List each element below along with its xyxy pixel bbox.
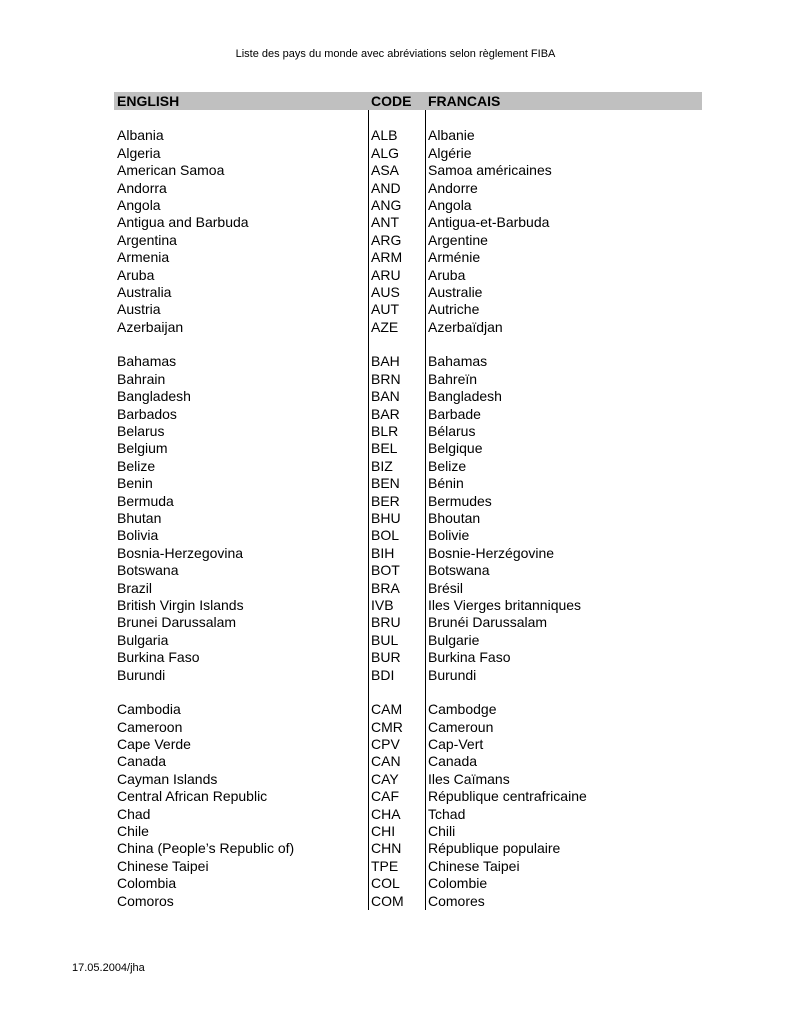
table-row — [114, 527, 702, 544]
country-code: IVB — [371, 596, 394, 613]
table-row — [114, 893, 702, 910]
table-row — [114, 806, 702, 823]
country-name-french: République centrafricaine — [428, 788, 587, 805]
country-code: ARM — [371, 249, 403, 266]
group-spacer — [114, 684, 702, 701]
country-name-french: Botswana — [428, 562, 490, 579]
table-row — [114, 388, 702, 405]
table-row — [114, 788, 702, 805]
table-row — [114, 649, 702, 666]
country-name-english: Central African Republic — [117, 788, 268, 805]
table-row — [114, 145, 702, 162]
country-code: CPV — [371, 736, 400, 753]
country-name-english: Comoros — [117, 892, 174, 909]
country-code: BAH — [371, 353, 400, 370]
country-name-french: Barbade — [428, 405, 481, 422]
country-code: ALG — [371, 144, 400, 161]
country-name-french: Brunéi Darussalam — [428, 614, 548, 631]
country-code: BAN — [371, 388, 400, 405]
country-code: BLR — [371, 423, 399, 440]
table-row — [114, 423, 702, 440]
country-name-english: Bangladesh — [117, 388, 191, 405]
country-name-french: Australie — [428, 283, 483, 300]
table-row — [114, 840, 702, 857]
country-code: BRU — [371, 614, 401, 631]
country-table — [114, 92, 702, 910]
table-row — [114, 267, 702, 284]
country-name-french: Chinese Taipei — [428, 857, 520, 874]
column-header-english: ENGLISH — [117, 93, 180, 109]
country-name-french: Samoa américaines — [428, 162, 552, 179]
country-code: AUS — [371, 283, 400, 300]
country-name-french: Iles Vierges britanniques — [428, 596, 582, 613]
country-name-english: Barbados — [117, 405, 177, 422]
table-row — [114, 440, 702, 457]
country-name-french: Tchad — [428, 805, 466, 822]
table-row — [114, 597, 702, 614]
country-code: BAR — [371, 405, 400, 422]
table-row — [114, 127, 702, 144]
table-row — [114, 458, 702, 475]
country-code: AUT — [371, 301, 399, 318]
country-name-english: Chinese Taipei — [117, 857, 209, 874]
country-name-french: Brésil — [428, 579, 464, 596]
country-name-english: Andorra — [117, 179, 167, 196]
country-name-english: Argentina — [117, 231, 177, 248]
country-name-french: Algérie — [428, 144, 472, 161]
country-name-french: Bélarus — [428, 423, 476, 440]
country-name-english: Burundi — [117, 666, 166, 683]
country-name-french: Burkina Faso — [428, 649, 511, 666]
table-row — [114, 493, 702, 510]
country-name-french: Cambodge — [428, 701, 497, 718]
country-name-french: Arménie — [428, 249, 481, 266]
country-code: CMR — [371, 718, 403, 735]
country-name-english: Chad — [117, 805, 151, 822]
table-row — [114, 162, 702, 179]
column-header-code: CODE — [371, 93, 412, 109]
country-name-french: Albanie — [428, 127, 475, 144]
table-row — [114, 753, 702, 770]
country-name-english: Canada — [117, 753, 167, 770]
country-name-english: Belgium — [117, 440, 168, 457]
table-row — [114, 371, 702, 388]
country-name-french: Andorre — [428, 179, 478, 196]
table-row — [114, 667, 702, 684]
country-code: ALB — [371, 127, 398, 144]
country-code: ARG — [371, 231, 402, 248]
country-name-english: Cameroon — [117, 718, 183, 735]
country-code: ANT — [371, 214, 399, 231]
country-name-english: Azerbaijan — [117, 318, 184, 335]
country-name-french: Bénin — [428, 475, 464, 492]
country-name-french: Angola — [428, 196, 472, 213]
country-name-french: Antigua-et-Barbuda — [428, 214, 550, 231]
country-name-english: Australia — [117, 283, 172, 300]
country-name-english: British Virgin Islands — [117, 596, 244, 613]
country-name-french: Cameroun — [428, 718, 494, 735]
country-name-french: Belgique — [428, 440, 483, 457]
table-row — [114, 771, 702, 788]
country-code: BUL — [371, 631, 399, 648]
country-code: CHN — [371, 840, 402, 857]
country-name-english: Bulgaria — [117, 631, 169, 648]
country-name-english: Antigua and Barbuda — [117, 214, 249, 231]
country-name-french: Aruba — [428, 266, 466, 283]
country-name-english: Belarus — [117, 423, 165, 440]
table-row — [114, 232, 702, 249]
country-name-english: Austria — [117, 301, 161, 318]
country-code: CAN — [371, 753, 401, 770]
country-name-english: Bahrain — [117, 370, 166, 387]
country-name-english: Botswana — [117, 562, 179, 579]
country-name-english: Albania — [117, 127, 164, 144]
country-name-french: Autriche — [428, 301, 480, 318]
country-code: BIH — [371, 544, 395, 561]
country-code: BIZ — [371, 457, 393, 474]
country-name-english: China (People’s Republic of) — [117, 840, 295, 857]
table-row — [114, 719, 702, 736]
country-code: BEN — [371, 475, 400, 492]
country-name-english: Bosnia-Herzegovina — [117, 544, 244, 561]
country-code: BDI — [371, 666, 395, 683]
table-row — [114, 406, 702, 423]
table-row — [114, 180, 702, 197]
table-row — [114, 823, 702, 840]
country-code: AND — [371, 179, 401, 196]
country-name-english: Armenia — [117, 249, 170, 266]
country-code: COL — [371, 875, 400, 892]
country-name-english: Bhutan — [117, 509, 162, 526]
table-row — [114, 510, 702, 527]
group-spacer — [114, 110, 702, 127]
country-name-english: Brazil — [117, 579, 153, 596]
country-code: BHU — [371, 509, 401, 526]
country-code: CAF — [371, 788, 399, 805]
country-code: CHI — [371, 823, 396, 840]
country-code: ASA — [371, 162, 400, 179]
country-name-english: Algeria — [117, 144, 161, 161]
country-code: BEL — [371, 440, 398, 457]
table-row — [114, 736, 702, 753]
column-header-francais: FRANCAIS — [428, 93, 501, 109]
table-row — [114, 301, 702, 318]
table-row — [114, 614, 702, 631]
country-name-english: Chile — [117, 823, 149, 840]
table-row — [114, 858, 702, 875]
country-code: CAM — [371, 701, 403, 718]
country-code: BOL — [371, 527, 400, 544]
table-row — [114, 545, 702, 562]
country-name-french: Azerbaïdjan — [428, 318, 503, 335]
country-name-french: Iles Caïmans — [428, 770, 510, 787]
table-row — [114, 214, 702, 231]
table-row — [114, 249, 702, 266]
country-code: BER — [371, 492, 400, 509]
page-header: Liste des pays du monde avec abréviations selon règlement FIBA — [235, 48, 556, 60]
country-code: TPE — [371, 857, 399, 874]
country-name-english: Bahamas — [117, 353, 177, 370]
country-code: BUR — [371, 649, 401, 666]
table-row — [114, 353, 702, 370]
country-name-english: Angola — [117, 196, 161, 213]
country-name-french: Bermudes — [428, 492, 492, 509]
page-footer: 17.05.2004/jha — [72, 962, 145, 974]
country-name-french: Burundi — [428, 666, 477, 683]
country-name-french: République populaire — [428, 840, 561, 857]
country-name-french: Bahreïn — [428, 370, 478, 387]
table-row — [114, 701, 702, 718]
country-name-english: Belize — [117, 457, 156, 474]
country-name-english: Benin — [117, 475, 153, 492]
country-name-english: Aruba — [117, 266, 155, 283]
country-code: COM — [371, 892, 404, 909]
country-code: ARU — [371, 266, 401, 283]
table-body — [114, 110, 702, 910]
table-row — [114, 284, 702, 301]
country-code: ANG — [371, 196, 402, 213]
country-name-english: American Samoa — [117, 162, 225, 179]
table-row — [114, 475, 702, 492]
country-code: CHA — [371, 805, 401, 822]
country-name-english: Cayman Islands — [117, 770, 218, 787]
table-row — [114, 632, 702, 649]
country-name-french: Chili — [428, 823, 456, 840]
table-row — [114, 875, 702, 892]
table-row — [114, 197, 702, 214]
country-name-english: Bolivia — [117, 527, 159, 544]
country-name-english: Cambodia — [117, 701, 181, 718]
country-name-french: Bosnie-Herzégovine — [428, 544, 555, 561]
country-code: BRA — [371, 579, 400, 596]
table-row — [114, 580, 702, 597]
country-name-french: Bolivie — [428, 527, 470, 544]
country-name-english: Colombia — [117, 875, 177, 892]
table-row — [114, 319, 702, 336]
group-spacer — [114, 336, 702, 353]
country-name-french: Argentine — [428, 231, 488, 248]
country-name-french: Comores — [428, 892, 485, 909]
country-name-french: Bhoutan — [428, 509, 481, 526]
country-name-english: Bermuda — [117, 492, 174, 509]
country-name-english: Burkina Faso — [117, 649, 200, 666]
country-code: BRN — [371, 370, 401, 387]
country-name-french: Cap-Vert — [428, 736, 484, 753]
country-name-french: Bangladesh — [428, 388, 502, 405]
country-name-english: Brunei Darussalam — [117, 614, 237, 631]
country-name-french: Bulgarie — [428, 631, 480, 648]
country-code: CAY — [371, 770, 399, 787]
country-name-french: Bahamas — [428, 353, 488, 370]
country-name-french: Canada — [428, 753, 478, 770]
country-code: AZE — [371, 318, 399, 335]
country-name-french: Belize — [428, 457, 467, 474]
table-row — [114, 562, 702, 579]
country-code: BOT — [371, 562, 400, 579]
country-name-english: Cape Verde — [117, 736, 191, 753]
country-name-french: Colombie — [428, 875, 488, 892]
table-header-row — [114, 92, 702, 110]
